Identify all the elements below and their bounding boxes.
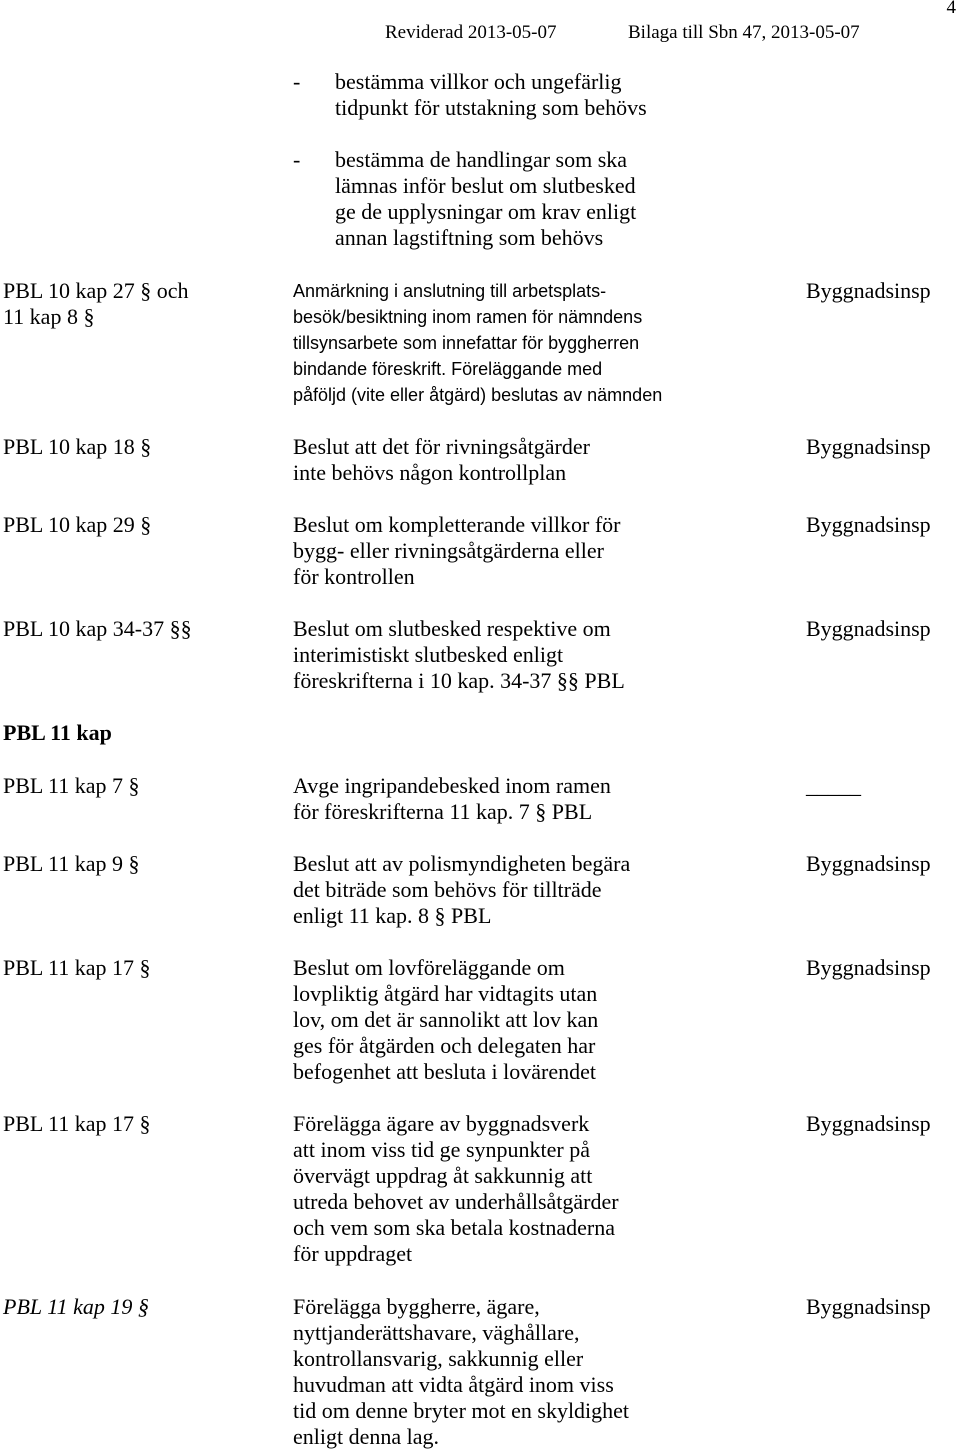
matter-line: interimistiskt slutbesked enligt — [293, 642, 564, 667]
legal-reference — [3, 1294, 149, 1320]
delegate-blank-line: _____ — [806, 773, 861, 798]
matter-line: enligt denna lag. — [293, 1424, 440, 1449]
revision-date: Reviderad 2013-05-07 — [385, 22, 557, 43]
legal-reference — [3, 773, 139, 799]
matter-text — [293, 955, 598, 1085]
matter-line: det biträde som behövs för tillträde — [293, 877, 602, 902]
delegate: Byggnadsinsp — [806, 1294, 931, 1319]
legal-reference — [3, 616, 192, 642]
matter-line: föreskrifterna i 10 kap. 34-37 §§ PBL — [293, 668, 625, 693]
delegate: Byggnadsinsp — [806, 851, 931, 876]
intro-text-line: annan lagstiftning som behövs — [335, 225, 604, 250]
delegate: Byggnadsinsp — [806, 434, 931, 459]
intro-bullet: - — [293, 147, 301, 172]
intro-text — [335, 147, 636, 251]
matter-text — [293, 278, 662, 408]
matter-line: Beslut om slutbesked respektive om — [293, 616, 611, 641]
matter-line: Avge ingripandebesked inom ramen — [293, 773, 611, 798]
legal-reference-line: PBL 10 kap 18 § — [3, 434, 152, 459]
matter-text — [293, 851, 630, 929]
legal-reference-line: PBL 11 kap 9 § — [3, 851, 140, 876]
matter-line: och vem som ska betala kostnaderna — [293, 1215, 615, 1240]
matter-line: tid om denne bryter mot en skyldighet — [293, 1398, 630, 1423]
matter-line: för uppdraget — [293, 1241, 413, 1266]
matter-line: Anmärkning i anslutning till arbetsplats- — [293, 281, 607, 301]
delegate: Byggnadsinsp — [806, 1111, 931, 1136]
delegate: Byggnadsinsp — [806, 278, 931, 303]
matter-line: Förelägga ägare av byggnadsverk — [293, 1111, 590, 1136]
matter-line: bindande föreskrift. Föreläggande med — [293, 359, 603, 379]
intro-bullet: - — [293, 69, 301, 94]
delegate: Byggnadsinsp — [806, 512, 931, 537]
legal-reference — [3, 1111, 150, 1137]
intro-text-line: ge de upplysningar om krav enligt — [335, 199, 637, 224]
intro-text-line: bestämma de handlingar som ska — [335, 147, 628, 172]
legal-reference — [3, 434, 151, 460]
appendix-reference: Bilaga till Sbn 47, 2013-05-07 — [628, 22, 860, 43]
matter-text — [293, 1111, 619, 1267]
legal-reference-line: PBL 10 kap 27 § och — [3, 278, 189, 303]
page-number: 4 — [946, 0, 956, 18]
intro-text-line: bestämma villkor och ungefärlig — [335, 69, 622, 94]
matter-text — [293, 1294, 629, 1450]
matter-line: påföljd (vite eller åtgärd) beslutas av nämnden — [293, 385, 663, 405]
delegate: Byggnadsinsp — [806, 616, 931, 641]
legal-reference-line: PBL 11 kap 17 § — [3, 1111, 151, 1136]
matter-line: nyttjanderättshavare, väghållare, — [293, 1320, 580, 1345]
intro-text-line: tidpunkt för utstakning som behövs — [335, 95, 647, 120]
legal-reference — [3, 851, 139, 877]
matter-line: inte behövs någon kontrollplan — [293, 460, 567, 485]
intro-text — [335, 69, 647, 121]
matter-line: besök/besiktning inom ramen för nämndens — [293, 307, 643, 327]
matter-text — [293, 616, 625, 694]
matter-line: kontrollansvarig, sakkunnig eller — [293, 1346, 584, 1371]
matter-line: tillsynsarbete som innefattar för byggherren — [293, 333, 640, 353]
legal-reference-line: PBL 11 kap 17 § — [3, 955, 151, 980]
matter-text — [293, 434, 590, 486]
matter-line: Beslut att det för rivningsåtgärder — [293, 434, 590, 459]
matter-line: ges för åtgärden och delegaten har — [293, 1033, 596, 1058]
matter-line: bygg- eller rivningsåtgärderna eller — [293, 538, 604, 563]
legal-reference — [3, 278, 189, 330]
intro-text-line: lämnas inför beslut om slutbesked — [335, 173, 636, 198]
matter-line: huvudman att vidta åtgärd inom viss — [293, 1372, 614, 1397]
matter-text — [293, 512, 621, 590]
legal-reference — [3, 955, 150, 981]
legal-reference-line: PBL 11 kap 7 § — [3, 773, 140, 798]
matter-line: enligt 11 kap. 8 § PBL — [293, 903, 492, 928]
matter-line: för föreskrifterna 11 kap. 7 § PBL — [293, 799, 593, 824]
matter-line: befogenhet att besluta i lovärendet — [293, 1059, 596, 1084]
matter-line: Beslut att av polismyndigheten begära — [293, 851, 631, 876]
legal-reference-line: PBL 10 kap 34-37 §§ — [3, 616, 192, 641]
matter-line: Förelägga byggherre, ägare, — [293, 1294, 540, 1319]
matter-line: lovpliktig åtgärd har vidtagits utan — [293, 981, 598, 1006]
matter-line: utreda behovet av underhållsåtgärder — [293, 1189, 619, 1214]
matter-line: att inom viss tid ge synpunkter på — [293, 1137, 590, 1162]
matter-line: Beslut om lovföreläggande om — [293, 955, 565, 980]
legal-reference — [3, 512, 151, 538]
matter-line: Beslut om kompletterande villkor för — [293, 512, 621, 537]
matter-text — [293, 773, 611, 825]
legal-reference-line: PBL 11 kap 19 § — [3, 1294, 149, 1319]
legal-reference-line: PBL 10 kap 29 § — [3, 512, 152, 537]
legal-reference-line: 11 kap 8 § — [3, 304, 95, 329]
section-heading: PBL 11 kap — [3, 720, 112, 745]
matter-line: övervägt uppdrag åt sakkunnig att — [293, 1163, 593, 1188]
matter-line: lov, om det är sannolikt att lov kan — [293, 1007, 599, 1032]
matter-line: för kontrollen — [293, 564, 415, 589]
delegate: Byggnadsinsp — [806, 955, 931, 980]
